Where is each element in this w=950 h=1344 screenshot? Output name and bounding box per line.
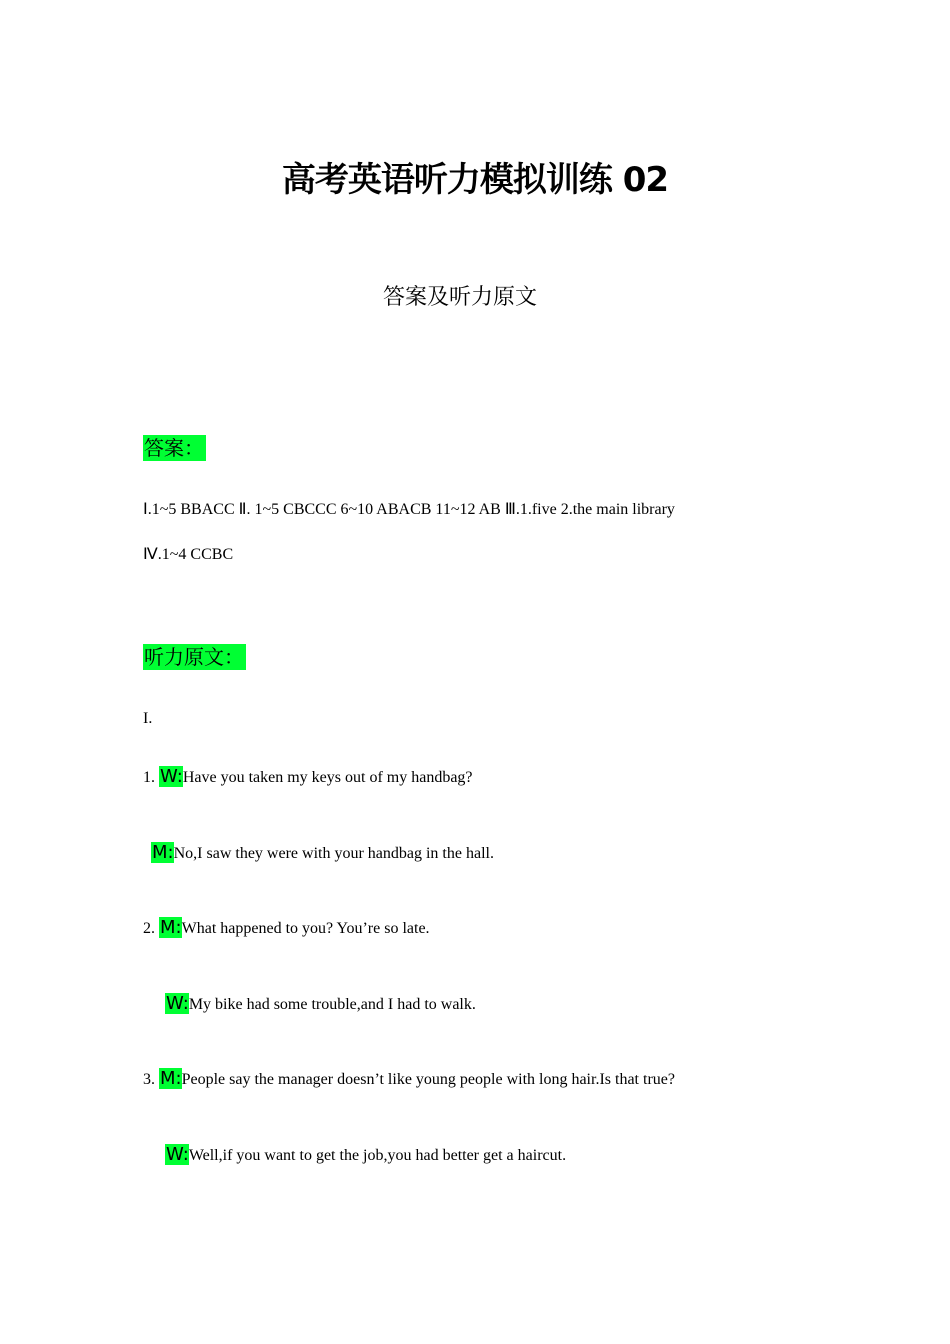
dialogue-text: People say the manager doesn’t like young people with long hair.Is that true?	[181, 1071, 675, 1088]
dialogue-number: 3.	[143, 1071, 155, 1088]
dialogue-number: 2.	[143, 920, 155, 937]
document-subtitle: 答案及听力原文	[382, 285, 537, 310]
speaker-label: W:	[160, 766, 183, 787]
dialogue-line	[143, 1068, 675, 1090]
dialogue-line	[151, 842, 494, 864]
document-title: 高考英语听力模拟训练 02	[281, 160, 669, 200]
transcript-heading: 听力原文：	[144, 645, 244, 669]
section-label: I.	[143, 710, 153, 727]
speaker-label: M:	[160, 1068, 182, 1089]
speaker-label: M:	[160, 917, 182, 938]
answers-line-1: Ⅰ.1~5 BBACC Ⅱ. 1~5 CBCCC 6~10 ABACB 11~12 AB Ⅲ.1.five 2.the main library	[143, 501, 675, 518]
speaker-label: W:	[166, 1144, 189, 1165]
dialogue-line	[165, 993, 476, 1015]
dialogue-line	[165, 1144, 566, 1166]
answers-heading: 答案：	[144, 436, 204, 460]
dialogue-text: No,I saw they were with your handbag in the hall.	[173, 845, 494, 862]
dialogue-number: 1.	[143, 769, 155, 786]
dialogue-line	[143, 917, 430, 939]
dialogue-line	[143, 766, 473, 788]
answers-line-2: Ⅳ.1~4 CCBC	[143, 546, 234, 563]
speaker-label: W:	[166, 993, 189, 1014]
speaker-label: M:	[152, 842, 174, 863]
dialogue-text: My bike had some trouble,and I had to walk.	[188, 996, 476, 1013]
dialogue-text: Well,if you want to get the job,you had better get a haircut.	[188, 1147, 567, 1164]
dialogue-text: Have you taken my keys out of my handbag?	[182, 769, 473, 786]
dialogue-text: What happened to you? You’re so late.	[181, 920, 430, 937]
